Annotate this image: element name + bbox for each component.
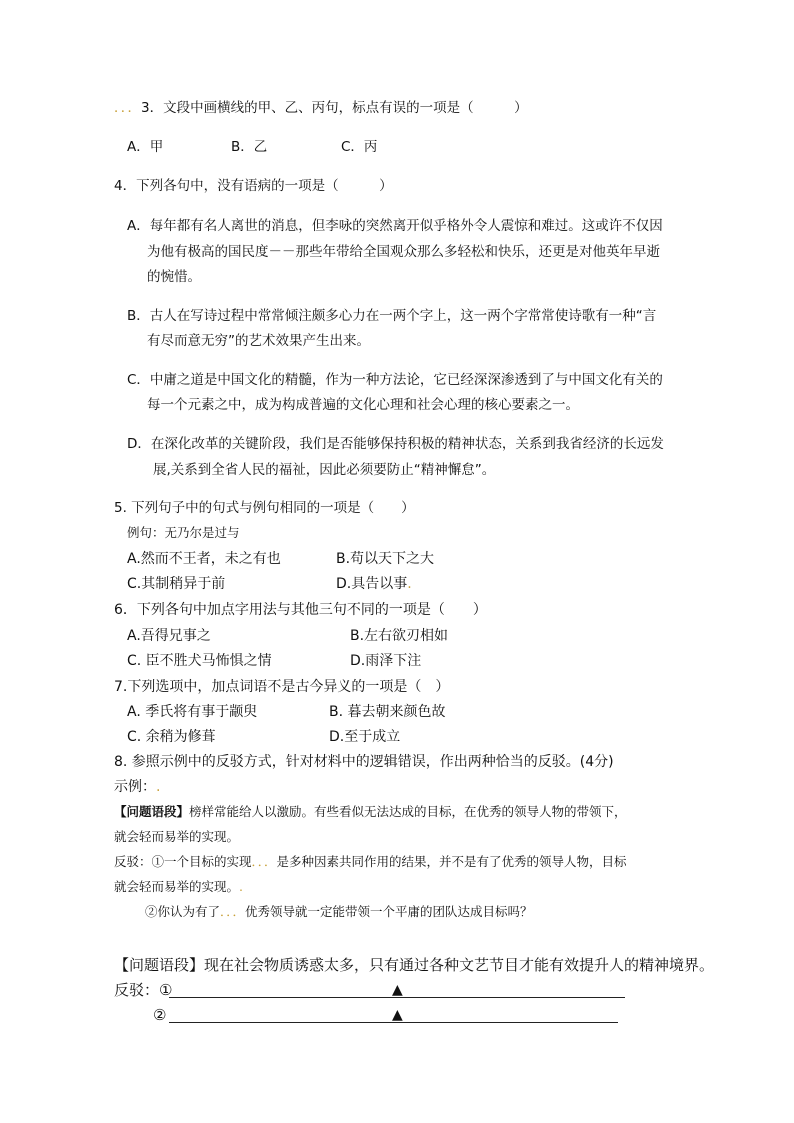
q8-example-label: 示例： [114,779,156,795]
question-3 [114,102,528,116]
q5-option-d: D.具告以事 [336,576,408,592]
question-8-text: 8. 参照示例中的反驳方式，针对材料中的逻辑错误，作出两种恰当的反驳。(4分) [114,754,614,770]
q5-example: 例句：无乃尔是过与 [127,525,240,540]
answer-label: 反驳： [114,981,160,999]
q6-option-c: C. 臣不胜犬马怖惧之情 [127,653,272,669]
q6-option-b: B.左右欲刃相如 [350,628,449,644]
q8-segment-text-1: 榜样常能给人以激励。有些看似无法达成的目标，在优秀的领导人物的带领下， [189,804,627,819]
q8-example-segment-line1 [114,806,627,819]
q3-option-c: C．丙 [341,139,378,155]
q8-segment-text-2: 就会轻而易举的实现。 [114,829,240,844]
emphasis-dot: . [239,879,243,894]
q8-rebuttal-1-line2-wrap [114,881,243,894]
q8-segment-label: 【问题语段】 [114,804,190,819]
q5-option-d-wrap [336,577,412,591]
q5-option-c: C.其制稍异于前 [127,576,226,592]
q7-option-a: A. 季氏将有事于颛臾 [127,704,258,720]
q8-problem-segment [114,958,714,973]
emphasis-dots: ．．． [251,854,277,869]
question-7-text: 7.下列选项中，加点词语不是古今异义的一项是（ ） [114,679,450,695]
q4-option-d-line1: D．在深化改革的关键阶段，我们是否能够保持积极的精神状态，关系到我省经济的长远发 [127,436,664,452]
q8-rebuttal-1a: ①一个目标的实现 [151,854,252,869]
q8-rebuttal-1c: 就会轻而易举的实现。 [114,879,240,894]
question-6-text: 6．下列各句中加点字用法与其他三句不同的一项是（ ） [114,602,487,618]
emphasis-dot: . [407,576,412,592]
q5-option-a: A.然而不王者，未之有也 [127,551,281,567]
q8-problem-text: 现在社会物质诱惑太多，只有通过各种文艺节目才能有效提升人的精神境界。 [204,956,715,974]
q6-option-d: D.雨泽下注 [350,653,422,669]
q4-option-b-line2: 有尽而意无穷”的艺术效果产生出来。 [147,333,370,349]
q6-option-a: A.吾得兄事之 [127,628,211,644]
answer-line-1-label [114,983,172,998]
q8-rebuttal-2 [145,906,533,919]
q8-rebuttal-label: 反驳： [114,854,152,869]
q4-option-c-line1: C．中庸之道是中国文化的精髓，作为一种方法论，它已经深深渗透到了与中国文化有关的 [127,372,663,388]
question-5-text: 5. 下列句子中的句式与例句相同的一项是（ ） [114,500,415,516]
q7-option-d: D.至于成立 [329,729,401,745]
q4-option-d-line2: 展,关系到全省人民的福祉，因此必须要防止“精神懈怠”。 [153,462,496,478]
answer-1-marker: ① [159,981,173,999]
q4-option-c-line2: 每一个元素之中，成为构成普遍的文化心理和社会心理的核心要素之一。 [147,397,579,413]
emphasis-dots: ．．． [220,904,246,919]
q8-example-label-wrap [114,780,160,794]
q8-problem-label: 【问题语段】 [114,956,205,974]
q4-option-a-line1: A．每年都有名人离世的消息，但李咏的突然离开似乎格外令人震惊和难过。这或许不仅因 [127,218,663,234]
q7-option-b: B. 暮去朝来颜色故 [329,704,446,720]
question-4-text: 4．下列各句中，没有语病的一项是（ ） [114,178,393,194]
q4-option-b-line1: B．古人在写诗过程中常常倾注颇多心力在一两个字上，这一两个字常常使诗歌有一种“言 [127,308,657,324]
q5-option-b: B.苟以天下之大 [336,551,435,567]
q4-option-a-line3: 的惋惜。 [147,269,201,285]
q8-rebuttal-2b: 优秀领导就一定能带领一个平庸的团队达成目标吗？ [245,904,533,919]
emphasis-dot: . [156,779,161,795]
q7-option-c: C. 余稍为修葺 [127,729,216,745]
emphasis-dots: ．．． [114,100,141,116]
q8-rebuttal-2a: ②你认为有了 [145,904,221,919]
q8-rebuttal-1b: 是多种因素共同作用的结果，并不是有了优秀的领导人物，目标 [276,854,627,869]
q3-option-b: B．乙 [231,139,268,155]
question-3-text: 3．文段中画横线的甲、乙、丙句，标点有误的一项是（ ） [141,100,528,116]
q8-rebuttal-1 [114,856,627,869]
answer-2-triangle-icon: ▲ [392,1007,403,1023]
answer-1-triangle-icon: ▲ [392,982,403,998]
q4-option-a-line2: 为他有极高的国民度－－那些年带给全国观众那么多轻松和快乐，还更是对他英年早逝 [147,244,660,260]
q3-option-a: A．甲 [127,139,164,155]
answer-2-marker: ② [153,1006,167,1024]
